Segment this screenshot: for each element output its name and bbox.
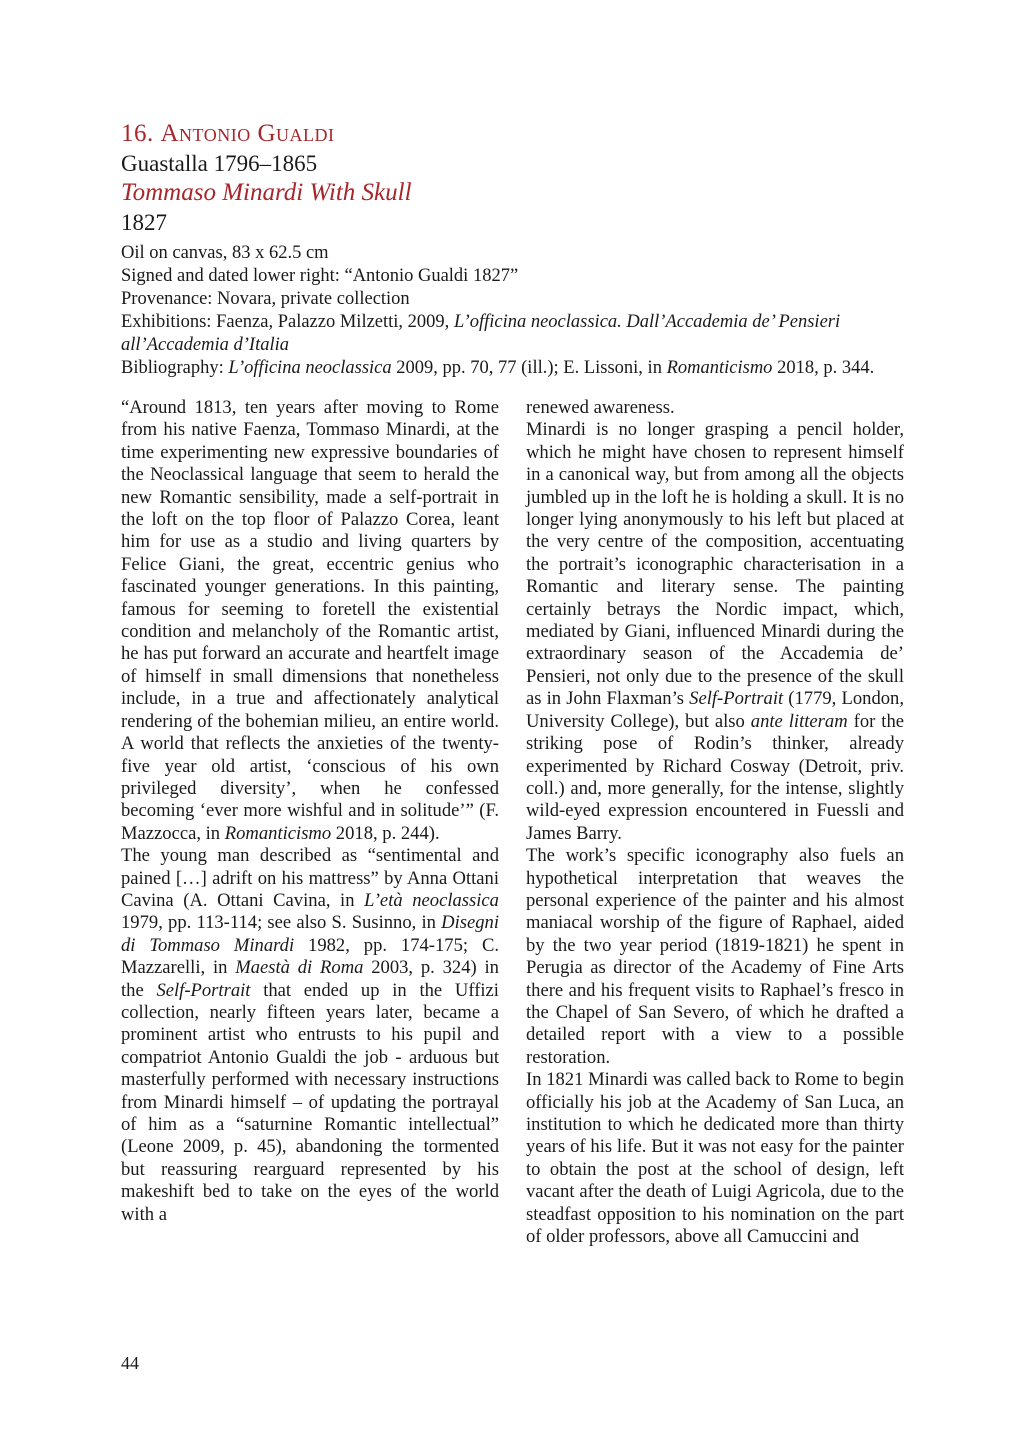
entry-header [121, 118, 911, 380]
italic-title: Disegni di Tommaso Minardi [121, 912, 499, 956]
text-run: 2018, p. 244). [331, 822, 440, 844]
italic-term: ante litteram [750, 710, 848, 732]
signed-line: Signed and dated lower right: “Antonio Gualdi 1827” [121, 266, 519, 286]
paragraph [121, 845, 499, 1226]
italic-title: Self-Portrait [156, 979, 251, 1001]
entry-number: 16. [121, 120, 154, 147]
paragraph: The work’s specific iconography also fuels an hypothetical interpretation that weaves the personal experience of the painter and his almost maniacal worship of the figure of Raphael, aided by the two year period (1819-1821) he spent in Perugia as director of the Academy of Fine Arts there and his frequent visits to Raphael’s fresco in the Chapel of San Severo, of which he drafted a detailed report with a view to a possible restoration. [526, 845, 904, 1068]
bibliography-text: 2009, pp. 70, 77 (ill.); E. Lissoni, in [391, 358, 667, 378]
text-run: “Around 1813, ten years after moving to Rome from his native Faenza, Tommaso Minardi, at the time experimenting new expressive boundaries of the Neoclassical language that seem to herald the new Romantic sensibility, made a self-portrait in the loft on the top floor of Palazzo Corea, leant him for use as a studio and living quarters by Felice Giani, the great, eccentric genius who fascinated younger generations. In this painting, famous for seeming to foretell the existential condition and melancholy of the Romantic artist, he has put forward an accurate and heartfelt image of himself in small dimensions that nonetheless include, in a true and affectionately analytical rendering of the bohemian milieu, an entire world. A world that reflects the anxieties of the twenty-five year old artist, ‘conscious of his own privileged diversity’, when he confessed becoming ‘ever more wishful and in solitude’” (F. Mazzocca, in [121, 397, 499, 844]
text-run: 2003, p. 324) in the [121, 957, 499, 1001]
body-column-left [121, 397, 499, 1226]
bibliography-line [121, 357, 911, 380]
provenance-line: Provenance: Novara, private collection [121, 289, 410, 309]
work-title: Tommaso Minardi With Skull [121, 179, 412, 206]
bibliography-label: Bibliography: [121, 358, 229, 378]
italic-title: Romanticismo [224, 822, 332, 844]
paragraph: renewed awareness. [526, 397, 675, 418]
text-run: Minardi is no longer grasping a pencil holder, which he might have chosen to represent himself in a canonical way, but from among all the objects jumbled up in the loft he is holding a skull. It is no longer lying anonymously to his left but placed at the very centre of the composition, accentuating the portrait’s iconographic characterisation in a Romantic and literary sense. The painting certainly betrays the Nordic impact, which, mediated by Giani, influenced Minardi during the extraordinary season of the Accademia de’ Pensieri, not only due to the presence of the skull as in John Flaxman’s [526, 419, 904, 710]
page-number: 44 [121, 1353, 139, 1373]
artist-name: Antonio Gualdi [160, 120, 335, 147]
italic-title: L’età neoclassica [364, 889, 499, 911]
text-run: 1979, pp. 113-114; see also S. Susinno, in [121, 912, 442, 934]
italic-title: Self-Portrait [689, 688, 784, 710]
italic-title: Maestà di Roma [235, 957, 364, 979]
exhibitions-text: Exhibitions: Faenza, Palazzo Milzetti, 2009, [121, 312, 454, 332]
medium-line: Oil on canvas, 83 x 62.5 cm [121, 243, 329, 263]
paragraph [121, 397, 499, 845]
exhibitions-title: L’officina neoclassica. Dall’Accademia de’ Pensieri all’Accademia d’Italia [121, 312, 841, 355]
bibliography-title-1: L’officina neoclassica [228, 358, 392, 378]
work-year: 1827 [121, 210, 167, 235]
paragraph [526, 419, 904, 845]
text-run: 1982, pp. 174-175; C. Mazzarelli, in [121, 934, 499, 979]
body-column-right [526, 397, 904, 1248]
exhibitions-line [121, 311, 911, 357]
text-run: that ended up in the Uffizi collection, nearly fifteen years later, became a prominent artist who entrusts to his pupil and compatriot Antonio Gualdi the job - arduous but masterfully performed with necessary instructions from Minardi himself – of updating the portrayal of him as a “saturnine Romantic intellectual” (Leone 2009, p. 45), abandoning the tormented but reassuring rearguard represented by his makeshift bed to take on the eyes of the world with a [121, 979, 499, 1225]
bibliography-end: 2018, p. 344. [772, 358, 875, 378]
text-run: (1779, London, University College), but also [526, 688, 904, 732]
artist-origin: Guastalla 1796–1865 [121, 151, 318, 176]
text-run: for the striking pose of Rodin’s thinker, already experimented by Richard Cosway (Detroit, priv. coll.) and, more generally, for the intense, slightly wild-eyed expression encountered in Fuessli and James Barry. [526, 710, 904, 844]
paragraph: In 1821 Minardi was called back to Rome to begin officially his job at the Academy of San Luca, an institution to which he dedicated more than thirty years of his life. But it was not easy for the painter to obtain the post at the school of design, left vacant after the death of Luigi Agricola, due to the steadfast opposition to his nomination on the part of older professors, above all Camuccini and [526, 1069, 904, 1248]
bibliography-title-2: Romanticismo [666, 358, 773, 378]
text-run: The young man described as “sentimental and pained […] adrift on his mattress” by Anna Ottani Cavina (A. Ottani Cavina, in [121, 845, 499, 911]
entry-heading [121, 118, 911, 150]
